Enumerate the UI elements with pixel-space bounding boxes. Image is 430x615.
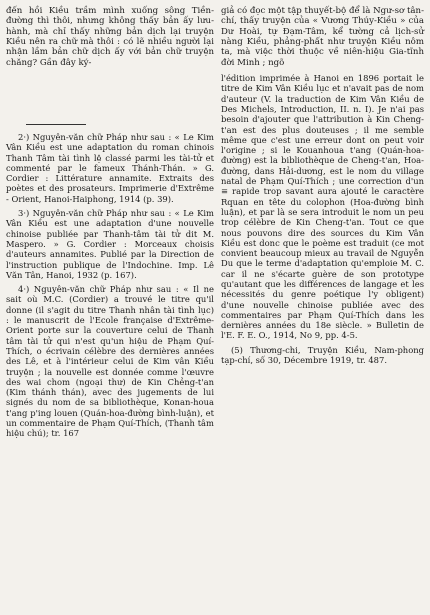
left-column <box>6 6 214 68</box>
left-footnotes <box>6 132 214 439</box>
right-column <box>221 6 424 365</box>
left-body-paragraph: đến hồi Kiều trầm mình xuống sông Tiền-đường thì thôi, nhưng không thấy bản ấy lưu-hành, mà chỉ thấy những bản dịch lại truyện Kiều nên ra chữ mà thôi : có lẽ nhiều người lại nhận lầm bản chữ dịch ấy với bản chữ truyện chăng? Gần đây ký- <box>6 6 214 68</box>
footnote-separator-rule <box>26 124 86 125</box>
right-body-paragraph: giả có đọc một tập thuyết-bộ để là Ngư-sơ tân-chí, thấy truyện của « Vương Thúy-Kiều » của Dư Hoài, tự Đạm-Tâm, kể tường cả lịch-sử nàng Kiều, phảng-phất như truyện Kiều nôm ta, mà việc thời thuộc về niên-hiệu Gia-tĩnh đời Minh ; ngõ <box>221 6 424 68</box>
footnote-5: (5) Thương-chi, Truyện Kiều, Nam-phong tạp-chí, số 30, Décembre 1919, tr. 487. <box>221 344 424 366</box>
footnote-4: 4·) Nguyên-văn chữ Pháp như sau : « Il ne sait où M.C. (Cordier) a trouvé le titre qu'il donne (il s'agit du titre Thanh nhân tài tình lục) : le manuscrit de l'Ecole française d'Extrême-Orient porte sur la couverture celui de Thanh tâm tài tử qui n'est qu'un hiệu de Phạm Quí-Thích, o écrivain célèbre des dernières années des Lê, et à l'intérieur celui de Kim vân Kiều truyện ; la nouvelle est donnée comme l'œuvre des wai chom (ngoại thư) de Kin Chẻng-t'an (Kim thánh thán), avec des jugements de lui signés du nom de sa bibliothèque, Konan-houa t'ang p'ing louen (Quán-hoa-đường bình-luận), et un commentaire de Phạm Quí-Thích, (Thanh tâm hiệu chú); tr. 167 <box>6 284 214 439</box>
footnote-4-continuation: l'édition imprimée à Hanoi en 1896 portait le titre de Kim Vân Kiều lục et n'avait pas de nom d'auteur (V. la traduction de Kim Vân Kiều de Des Michels, Introduction, II. n. I). Je n'ai pas besoin d'ajouter que l'attribution à Kin Cheng-t'an est des plus douteuses ; il me semble même que c'est une erreur dont on peut voir l'origine ; si le Kouanhoua t'ang (Quán-hoa-đường) est la bibliothèque de Cheng-t'an, Hoa-đường, dans Hải-dương, est le nom du village natal de Phạm Quí-Thích ; une correction d'un ≡ rapide trop savant aura ajouté le caractère Rquan en tête du colophon (Hoa-đường bình luận), et par là se sera introduit le nom un peu trop célèbre de Kin Cheng-t'an. Tout ce que nous pouvons dire des sources du Kim Vân Kiều est donc que le poème est traduit (ce mot convient beaucoup mieux au travail de Nguyễn Du que le terme d'adaptation qu'emploie M. C. car il ne s'écarte guère de son prototype qu'autant que les différences de langage et les nécessités du genre poétique l'y obligent) d'une nouvelle chinoise publiée avec des commentaires par Phạm Quí-Thích dans les dernières années du 18e siècle. » Bulletin de l'E. F. E. O., 1914, No 9, pp. 4-5. <box>221 73 424 341</box>
footnote-2: 2·) Nguyên-văn chữ Pháp như sau : « Le Kim Vân Kiều est une adaptation du roman chinois Thanh Tâm tài tình lệ classé parmi les tài-tử et commenté par le fameux Thánh-Thán. » G. Cordier : Littérature annamite. Extraits des poètes et des prosateurs. Imprimerie d'Extrême - Orient, Hanoi-Haiphong, 1914 (p. 39). <box>6 132 214 204</box>
footnote-3: 3·) Nguyên-văn chữ Pháp như sau : « Le Kim Vân Kiều est une adaptation d'une nouvelle chinoise publiée par Thanh-tâm tài tử dit M. Maspero. » G. Cordier : Morceaux choisis d'auteurs annamites. Publié par la Direction de l'instruction publique de l'Indochine. Imp. Lê Văn Tân, Hanoi, 1932 (p. 167). <box>6 208 214 280</box>
